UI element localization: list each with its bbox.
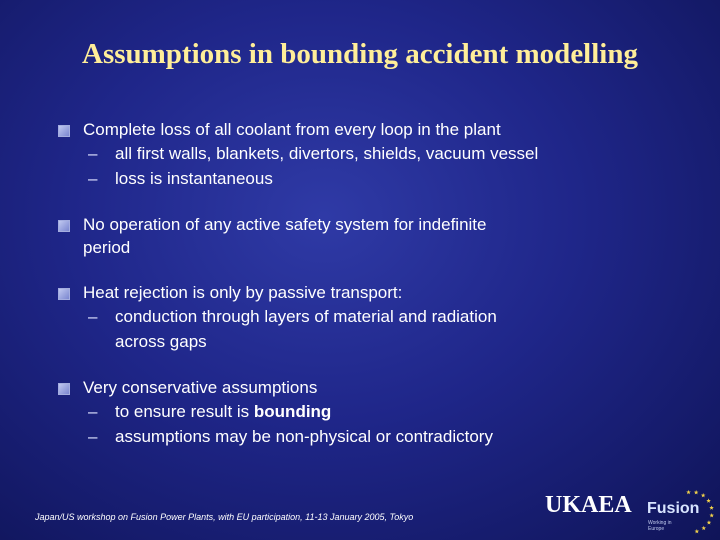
- dash-icon: –: [88, 307, 98, 326]
- sub-bullet-text: conduction through layers of material and radiation: [115, 307, 497, 326]
- sub-bullet-text: to ensure result is: [115, 402, 254, 421]
- bullet-square-icon: [58, 288, 70, 300]
- sub-bullet: [58, 399, 678, 424]
- ukaea-fusion-logo: [545, 492, 715, 537]
- star-icon: [686, 490, 691, 494]
- eu-stars-icon: [660, 486, 720, 536]
- sub-bullet-text: assumptions may be non-physical or contradictory: [115, 427, 493, 446]
- bullet-square-icon: [58, 125, 70, 137]
- emphasis-text: bounding: [253, 402, 332, 421]
- bullet-list: [58, 118, 678, 471]
- bullet-item: [58, 213, 678, 259]
- bullet-text-continuation: period: [83, 238, 131, 257]
- bullet-square-icon: [58, 220, 70, 232]
- sub-bullet: [58, 166, 678, 191]
- bullet-item: [58, 376, 678, 449]
- dash-icon: –: [88, 169, 98, 188]
- logo-org-text: UKAEA: [545, 492, 632, 518]
- star-icon: [695, 529, 700, 533]
- star-icon: [701, 526, 706, 530]
- star-icon: [709, 505, 714, 509]
- bullet-text: Complete loss of all coolant from every loop in the plant: [83, 120, 501, 139]
- star-icon: [701, 493, 706, 497]
- logo-brand-subtext: Working in Europe: [648, 520, 672, 532]
- bullet-text: Heat rejection is only by passive transport:: [83, 283, 403, 302]
- sub-bullet: [58, 141, 678, 166]
- star-icon: [694, 490, 699, 494]
- sub-bullet-text: loss is instantaneous: [115, 169, 273, 188]
- dash-icon: –: [88, 427, 98, 446]
- sub-bullet-continuation: across gaps: [115, 332, 207, 351]
- bullet-item: [58, 118, 678, 191]
- sub-bullet-text: all first walls, blankets, divertors, shields, vacuum vessel: [115, 144, 539, 163]
- dash-icon: –: [88, 402, 98, 421]
- star-icon: [706, 498, 711, 502]
- star-icon: [709, 513, 714, 517]
- dash-icon: –: [88, 144, 98, 163]
- logo-brand-text: Fusion: [647, 500, 700, 517]
- bullet-square-icon: [58, 383, 70, 395]
- slide-title: Assumptions in bounding accident modelling: [82, 38, 638, 70]
- star-icon: [707, 520, 712, 524]
- bullet-text: Very conservative assumptions: [83, 378, 318, 397]
- sub-bullet: [58, 304, 678, 329]
- bullet-text: No operation of any active safety system for indefinite: [83, 215, 487, 234]
- bullet-item: [58, 281, 678, 354]
- sub-bullet: [58, 424, 678, 449]
- footer-text: Japan/US workshop on Fusion Power Plants, with EU participation, 11-13 January 2005, Tokyo: [35, 512, 414, 522]
